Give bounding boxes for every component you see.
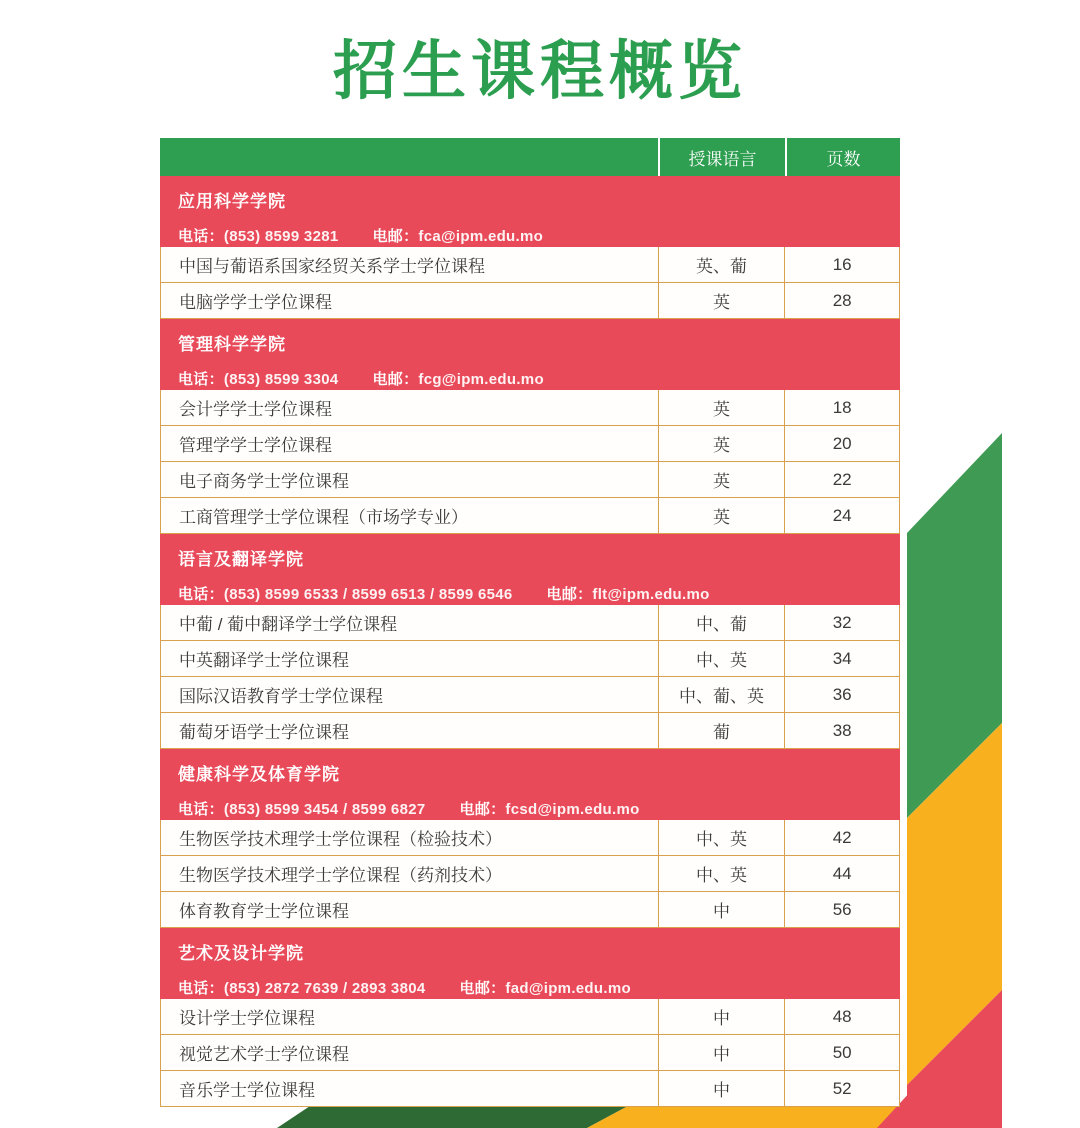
course-name: 视觉艺术学士学位课程 [179,1045,349,1064]
college-section-band [160,319,900,390]
course-pages: 42 [784,820,899,855]
phone-number: (853) 8599 3304 [223,371,339,388]
course-language: 英 [658,426,785,461]
email-label: 电邮： [372,228,419,245]
phone-label: 电话： [178,586,224,603]
course-name: 会计学学士学位课程 [179,400,332,419]
course-row [160,462,900,498]
course-name: 设计学士学位课程 [179,1009,315,1028]
course-pages: 56 [784,892,899,927]
course-row [160,283,900,319]
course-pages: 24 [784,498,899,533]
course-name: 管理学学士学位课程 [179,436,332,455]
course-name: 音乐学士学位课程 [179,1081,315,1100]
course-table [160,138,900,1107]
course-name: 工商管理学士学位课程（市场学专业） [179,508,468,527]
course-row [160,390,900,426]
deco-bottom-dark-green-parallelogram [277,1106,628,1128]
course-row [160,713,900,749]
college-name: 应用科学学院 [178,192,286,211]
course-pages: 50 [784,1035,899,1070]
header-pages-column: 页数 [785,138,900,176]
course-language: 英 [658,390,785,425]
course-row [160,820,900,856]
page-title: 招生课程概览 [333,35,747,107]
college-contact-line [178,798,900,819]
course-row [160,999,900,1035]
email-address: fca@ipm.edu.mo [418,228,544,245]
course-pages: 28 [784,283,899,318]
course-pages: 22 [784,462,899,497]
course-name: 生物医学技术理学士学位课程（药剂技术） [179,866,502,885]
course-name: 电脑学学士学位课程 [179,293,332,312]
email-address: flt@ipm.edu.mo [592,586,710,603]
course-pages: 52 [784,1071,899,1106]
course-pages: 34 [784,641,899,676]
phone-number: (853) 2872 7639 / 2893 3804 [223,980,426,997]
course-language: 中、英 [658,820,785,855]
table-header-row [160,138,900,176]
course-pages: 38 [784,713,899,748]
email-label: 电邮： [372,371,419,388]
table-body [160,176,900,1107]
course-language: 英 [658,462,785,497]
college-section-band [160,534,900,605]
course-language: 中 [658,999,785,1034]
course-language: 中 [658,1071,785,1106]
phone-number: (853) 8599 3454 / 8599 6827 [223,801,426,818]
course-row [160,856,900,892]
course-row [160,605,900,641]
course-language: 中、英 [658,856,785,891]
college-name: 健康科学及体育学院 [178,765,340,784]
course-row [160,892,900,928]
course-pages: 36 [784,677,899,712]
course-row [160,498,900,534]
course-language: 英 [658,283,785,318]
course-row [160,677,900,713]
phone-number: (853) 8599 3281 [223,228,339,245]
header-language-column: 授课语言 [658,138,785,176]
phone-label: 电话： [178,801,224,818]
phone-label: 电话： [178,980,224,997]
phone-label: 电话： [178,228,224,245]
course-language: 英、葡 [658,247,785,282]
course-language: 英 [658,498,785,533]
email-label: 电邮： [459,801,506,818]
college-name: 语言及翻译学院 [178,550,304,569]
course-name: 体育教育学士学位课程 [179,902,349,921]
course-name: 中英翻译学士学位课程 [179,651,349,670]
phone-label: 电话： [178,371,224,388]
college-contact-line [178,368,900,389]
email-address: fcg@ipm.edu.mo [418,371,544,388]
college-section-band [160,749,900,820]
course-row [160,1071,900,1107]
course-pages: 32 [784,605,899,640]
course-row [160,247,900,283]
college-contact-line [178,225,900,246]
college-contact-line [178,977,900,998]
course-name: 中国与葡语系国家经贸关系学士学位课程 [179,257,485,276]
course-language: 中 [658,1035,785,1070]
course-name: 中葡 / 葡中翻译学士学位课程 [179,615,398,634]
course-name: 葡萄牙语学士学位课程 [179,723,349,742]
course-language: 中、葡 [658,605,785,640]
course-pages: 16 [784,247,899,282]
course-name: 生物医学技术理学士学位课程（检验技术） [179,830,502,849]
college-name: 管理科学学院 [178,335,286,354]
email-address: fcsd@ipm.edu.mo [505,801,640,818]
college-name: 艺术及设计学院 [178,944,304,963]
course-language: 葡 [658,713,785,748]
course-language: 中 [658,892,785,927]
course-name: 电子商务学士学位课程 [179,472,349,491]
college-section-band [160,928,900,999]
course-pages: 20 [784,426,899,461]
course-row [160,1035,900,1071]
email-address: fad@ipm.edu.mo [505,980,631,997]
college-section-band [160,176,900,247]
header-course-column [160,138,658,176]
course-row [160,426,900,462]
course-pages: 44 [784,856,899,891]
course-language: 中、英 [658,641,785,676]
email-label: 电邮： [546,586,593,603]
course-row [160,641,900,677]
course-name: 国际汉语教育学士学位课程 [179,687,383,706]
course-pages: 18 [784,390,899,425]
course-language: 中、葡、英 [658,677,785,712]
course-pages: 48 [784,999,899,1034]
phone-number: (853) 8599 6533 / 8599 6513 / 8599 6546 [223,586,513,603]
email-label: 电邮： [459,980,506,997]
college-contact-line [178,583,900,604]
